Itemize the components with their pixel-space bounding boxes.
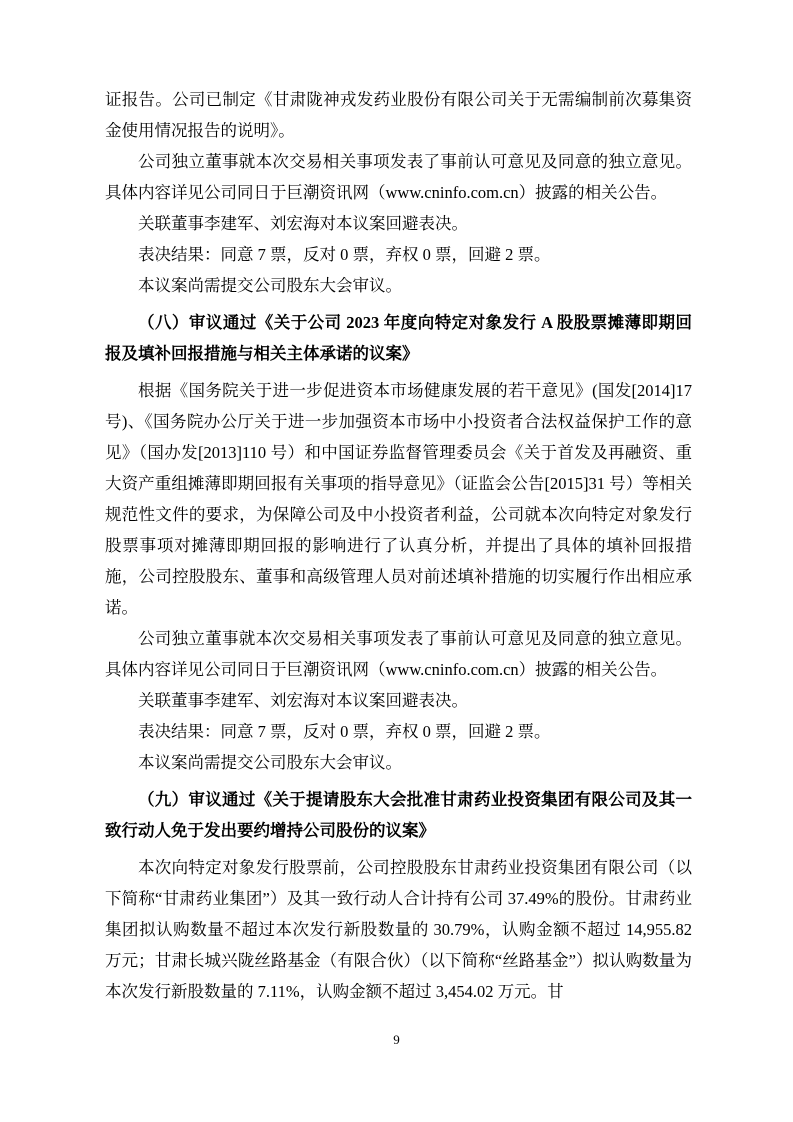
body-paragraph: 本议案尚需提交公司股东大会审议。 — [138, 276, 402, 295]
section-heading-9: （九）审议通过《关于提请股东大会批准甘肃药业投资集团有限公司及其一致行动人免于发出要约增持公司股份的议案》 — [105, 790, 692, 840]
body-paragraph: 表决结果：同意 7 票，反对 0 票，弃权 0 票，回避 2 票。 — [138, 245, 551, 264]
body-paragraph: 公司独立董事就本次交易相关事项发表了事前认可意见及同意的独立意见。具体内容详见公司同日于巨潮资讯网（www.cninfo.com.cn）披露的相关公告。 — [105, 629, 692, 679]
page-number: 9 — [393, 1032, 400, 1047]
body-paragraph: 关联董事李建军、刘宏海对本议案回避表决。 — [138, 214, 468, 233]
body-paragraph: 表决结果：同意 7 票，反对 0 票，弃权 0 票，回避 2 票。 — [138, 722, 551, 741]
section-heading-8: （八）审议通过《关于公司 2023 年度向特定对象发行 A 股股票摊薄即期回报及填补回报措施与相关主体承诺的议案》 — [105, 313, 692, 363]
body-paragraph-continuation: 证报告。公司已制定《甘肃陇神戎发药业股份有限公司关于无需编制前次募集资金使用情况报告的说明》。 — [105, 90, 692, 140]
body-paragraph: 公司独立董事就本次交易相关事项发表了事前认可意见及同意的独立意见。具体内容详见公司同日于巨潮资讯网（www.cninfo.com.cn）披露的相关公告。 — [105, 152, 692, 202]
body-paragraph: 关联董事李建军、刘宏海对本议案回避表决。 — [138, 691, 468, 710]
body-paragraph: 根据《国务院关于进一步促进资本市场健康发展的若干意见》(国发[2014]17 号)、《国务院办公厅关于进一步加强资本市场中小投资者合法权益保护工作的意见》（国办发[2013]110 号）和中国证券监督管理委员会《关于首发及再融资、重大资产重组摊薄即期回报有关事项的指导意见》（证监会公告[2015]31 号）等相关规范性文件的要求，为保障公司及中小投资者利益，公司就本次向特定对象发行股票事项对摊薄即期回报的影响进行了认真分析，并提出了具体的填补回报措施，公司控股股东、董事和高级管理人员对前述填补措施的切实履行作出相应承诺。 — [105, 381, 692, 617]
body-paragraph: 本次向特定对象发行股票前，公司控股股东甘肃药业投资集团有限公司（以下简称“甘肃药业集团”）及其一致行动人合计持有公司 37.49%的股份。甘肃药业集团拟认购数量不超过本次发行新股数量的 30.79%，认购金额不超过 14,955.82 万元；甘肃长城兴陇丝路基金（有限合伙）（以下简称“丝路基金”）拟认购数量为本次发行新股数量的 7.11%，认购金额不超过 3,454.02 万元。甘 — [105, 858, 692, 1001]
body-paragraph: 本议案尚需提交公司股东大会审议。 — [138, 753, 402, 772]
